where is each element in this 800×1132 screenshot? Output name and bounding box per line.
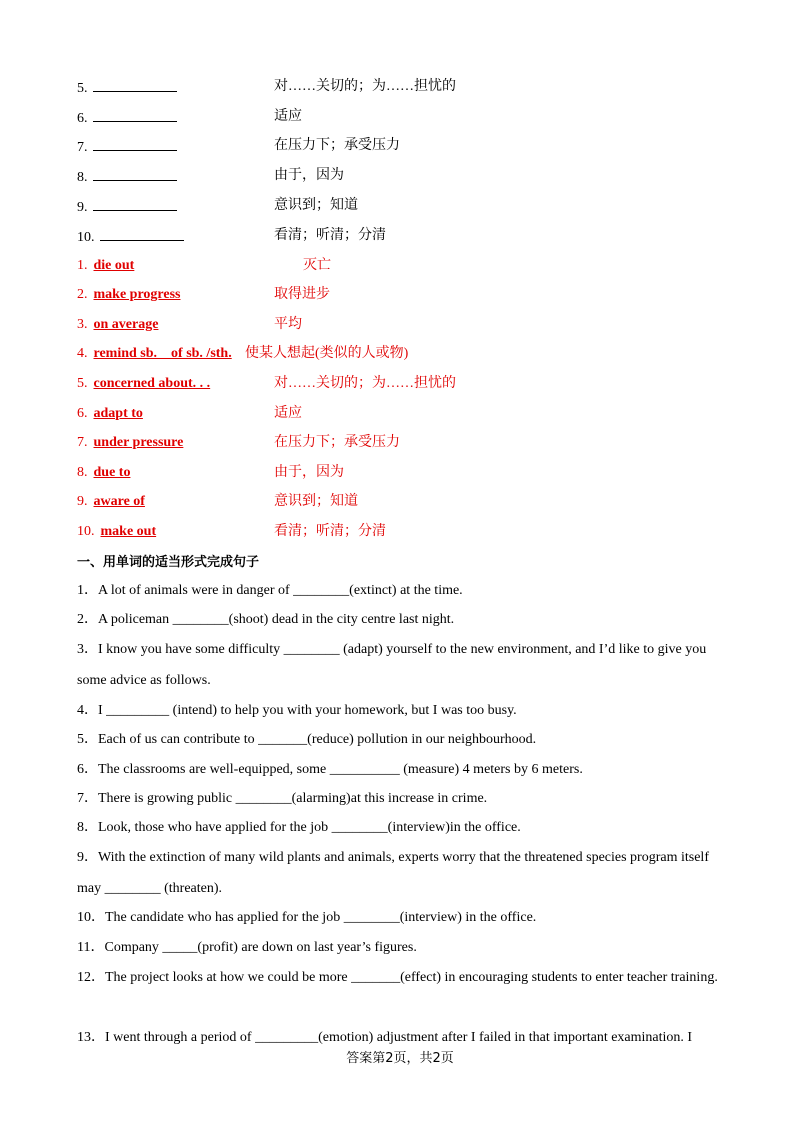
- vocab-meaning: 由于，因为: [274, 168, 344, 183]
- question-item: [77, 634, 722, 696]
- answer-row: [77, 492, 358, 512]
- answer-phrase: under pressure: [93, 435, 184, 450]
- question-text: (interview) in the office.: [399, 910, 537, 925]
- answer-number: 4.: [77, 346, 88, 361]
- vocab-number: 5.: [77, 81, 88, 96]
- answer-blank: [93, 166, 177, 181]
- answer-blank: ________: [172, 612, 229, 627]
- answer-meaning: 取得进步: [274, 287, 330, 302]
- answer-row: [77, 315, 302, 335]
- answer-blank: [93, 77, 177, 92]
- answer-row: [77, 522, 386, 542]
- answer-row: [77, 404, 302, 424]
- answer-phrase: make progress: [93, 287, 181, 302]
- vocab-row: [77, 166, 344, 186]
- answer-row: [77, 433, 400, 453]
- answer-number: 2.: [77, 287, 88, 302]
- answer-row: [77, 344, 409, 364]
- question-text: 7．There is growing public: [77, 791, 236, 806]
- answer-number: 6.: [77, 406, 88, 421]
- question-item: [77, 812, 722, 843]
- answer-phrase: aware of: [93, 494, 145, 509]
- answer-blank: ________: [331, 820, 388, 835]
- answer-number: 1.: [77, 258, 88, 273]
- answer-number: 7.: [77, 435, 88, 450]
- answer-number: 9.: [77, 494, 88, 509]
- question-text: 11．Company: [77, 940, 163, 955]
- vocab-meaning: 在压力下；承受压力: [274, 138, 400, 153]
- section-title: 一、用单词的适当形式完成句子: [77, 555, 260, 570]
- answer-number: 8.: [77, 465, 88, 480]
- question-text: 10．The candidate who has applied for the job: [77, 910, 344, 925]
- answer-phrase: concerned about. . .: [93, 376, 211, 391]
- answer-row: [77, 463, 344, 483]
- answer-meaning: 使某人想起(类似的人或物): [245, 346, 409, 361]
- answer-number: 3.: [77, 317, 88, 332]
- vocab-row: [77, 136, 400, 156]
- answer-number: 5.: [77, 376, 88, 391]
- question-text: (threaten).: [160, 881, 223, 896]
- vocab-row: [77, 107, 302, 127]
- question-text: (intend) to help you with your homework, but I was too busy.: [169, 703, 517, 718]
- answer-blank: ________: [104, 881, 161, 896]
- answer-blank: __________: [329, 762, 400, 777]
- question-text: 5．Each of us can contribute to: [77, 732, 259, 747]
- answer-blank: ________: [283, 642, 340, 657]
- vocab-number: 7.: [77, 140, 88, 155]
- question-item: [77, 754, 722, 785]
- vocab-meaning: 意识到；知道: [274, 198, 358, 213]
- vocab-number: 9.: [77, 200, 88, 215]
- answer-blank: [100, 226, 184, 241]
- question-text: 12．The project looks at how we could be more: [77, 970, 352, 985]
- answer-meaning: 意识到；知道: [274, 494, 358, 509]
- answer-blank: [93, 107, 177, 122]
- answer-blank: ________: [235, 791, 292, 806]
- answer-blank: _________: [255, 1030, 319, 1045]
- answer-blank: _____: [162, 940, 198, 955]
- answer-meaning: 灭亡: [303, 258, 331, 273]
- answer-phrase: remind sb. of sb. /sth.: [93, 346, 232, 361]
- answer-blank: _______: [258, 732, 308, 747]
- question-text: (extinct) at the time.: [349, 583, 463, 598]
- question-text: (shoot) dead in the city centre last night.: [228, 612, 455, 627]
- question-item: [77, 962, 722, 993]
- page-footer: 答案第2页，共2页: [346, 1051, 454, 1066]
- answer-phrase: due to: [93, 465, 131, 480]
- vocab-row: [77, 226, 386, 246]
- vocab-meaning: 看清；听清；分清: [274, 228, 386, 243]
- question-item: [77, 842, 722, 904]
- question-text: 9．With the extinction of many wild plants and animals, experts worry that the threatened species program itself may: [77, 850, 709, 896]
- question-text: 2．A policeman: [77, 612, 173, 627]
- question-text: (interview)in the office.: [387, 820, 521, 835]
- answer-row: [77, 374, 456, 394]
- question-item: [77, 695, 722, 726]
- question-text: (effect) in encouraging students to enter teacher training.: [400, 970, 718, 985]
- answer-phrase: die out: [93, 258, 135, 273]
- question-item: [77, 783, 722, 814]
- question-text: 6．The classrooms are well-equipped, some: [77, 762, 330, 777]
- question-text: (adapt) yourself to the new environment, and I’d like to give you some advice as follows.: [77, 642, 707, 688]
- vocab-number: 8.: [77, 170, 88, 185]
- vocab-row: [77, 196, 358, 216]
- answer-meaning: 由于，因为: [274, 465, 344, 480]
- answer-blank: [93, 136, 177, 151]
- question-text: 1．A lot of animals were in danger of: [77, 583, 294, 598]
- vocab-meaning: 适应: [274, 109, 302, 124]
- answer-blank: [93, 196, 177, 211]
- question-item: [77, 724, 722, 755]
- answer-phrase: make out: [100, 524, 157, 539]
- vocab-meaning: 对……关切的；为……担忧的: [274, 79, 456, 94]
- answer-blank: ________: [293, 583, 350, 598]
- answer-blank: ________: [343, 910, 400, 925]
- answer-row: [77, 285, 330, 305]
- answer-meaning: 看清；听清；分清: [274, 524, 386, 539]
- vocab-number: 6.: [77, 111, 88, 126]
- vocab-number: 10.: [77, 230, 95, 245]
- answer-blank: _______: [351, 970, 401, 985]
- answer-row: [77, 256, 331, 276]
- answer-blank: _________: [106, 703, 170, 718]
- question-text: 8．Look, those who have applied for the job: [77, 820, 332, 835]
- answer-phrase: adapt to: [93, 406, 143, 421]
- question-item: [77, 932, 722, 963]
- question-text: (alarming)at this increase in crime.: [291, 791, 488, 806]
- answer-meaning: 在压力下；承受压力: [274, 435, 400, 450]
- question-text: (reduce) pollution in our neighbourhood.: [307, 732, 537, 747]
- question-text: (measure) 4 meters by 6 meters.: [399, 762, 583, 777]
- answer-meaning: 对……关切的；为……担忧的: [274, 376, 456, 391]
- answer-number: 10.: [77, 524, 95, 539]
- question-text: (profit) are down on last year’s figures.: [197, 940, 417, 955]
- answer-meaning: 适应: [274, 406, 302, 421]
- answer-phrase: on average: [93, 317, 159, 332]
- question-text: 13．I went through a period of: [77, 1030, 256, 1045]
- question-text: 4．I: [77, 703, 107, 718]
- question-item: [77, 604, 722, 635]
- question-item: [77, 575, 722, 606]
- question-item: [77, 902, 722, 933]
- question-text: 3．I know you have some difficulty: [77, 642, 284, 657]
- answer-meaning: 平均: [274, 317, 302, 332]
- vocab-row: [77, 77, 456, 97]
- question-text: (emotion) adjustment after I failed in that important examination. I: [318, 1030, 693, 1045]
